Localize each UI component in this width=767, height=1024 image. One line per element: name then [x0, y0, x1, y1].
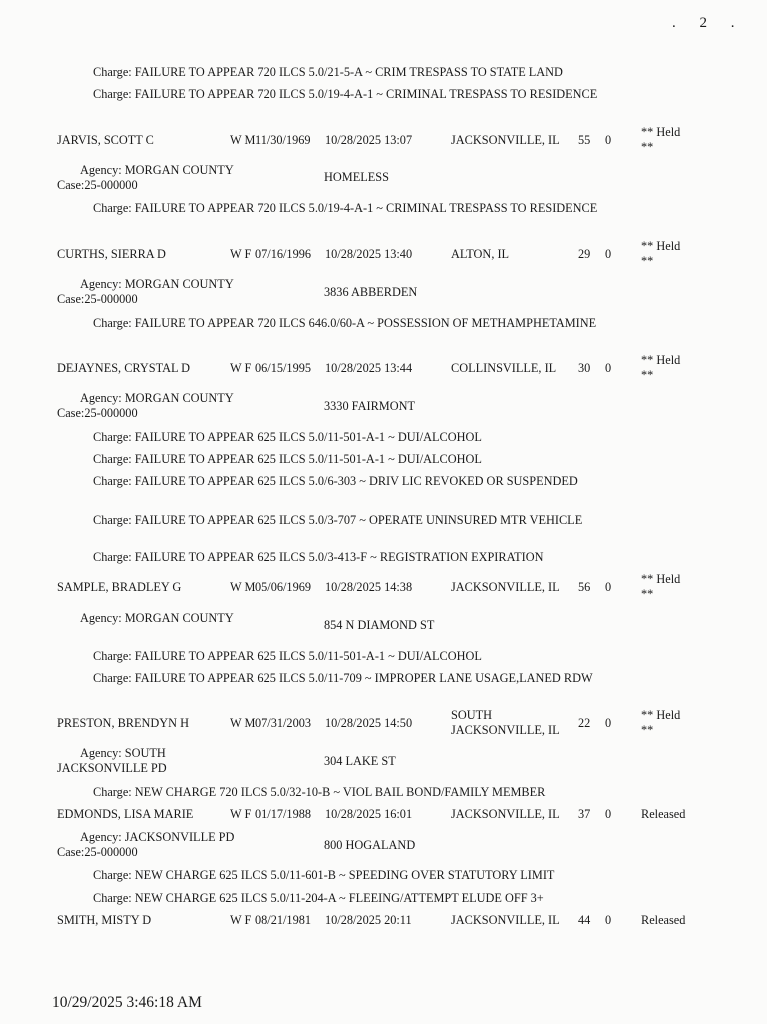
address: 3836 ABBERDEN [324, 285, 418, 299]
date-of-birth: 07/16/1996 [255, 247, 312, 261]
address: 854 N DIAMOND ST [324, 618, 435, 632]
age: 22 [578, 716, 591, 730]
inmate-name: CURTHS, SIERRA D [57, 247, 166, 261]
bond-value: 0 [605, 247, 612, 261]
agency-case: Agency: MORGAN COUNTY [80, 611, 234, 625]
city: SOUTH JACKSONVILLE, IL [451, 708, 560, 738]
date-of-birth: 01/17/1988 [255, 807, 312, 821]
bond-value: 0 [605, 716, 612, 730]
print-timestamp: 10/29/2025 3:46:18 AM [52, 994, 202, 1011]
charge-line: Charge: FAILURE TO APPEAR 720 ILCS 5.0/19-4-A-1 ~ CRIMINAL TRESPASS TO RESIDENCE [93, 87, 598, 101]
page-number: . 2 . [672, 15, 745, 31]
booking-datetime: 10/28/2025 13:07 [325, 133, 413, 147]
booking-datetime: 10/28/2025 20:11 [325, 913, 412, 927]
charge-line: Charge: FAILURE TO APPEAR 625 ILCS 5.0/6-303 ~ DRIV LIC REVOKED OR SUSPENDED [93, 474, 578, 488]
agency-case: Agency: SOUTH JACKSONVILLE PD [57, 746, 167, 776]
race-sex: W M [230, 716, 256, 730]
bond-value: 0 [605, 361, 612, 375]
age: 29 [578, 247, 591, 261]
inmate-name: EDMONDS, LISA MARIE [57, 807, 194, 821]
age: 44 [578, 913, 591, 927]
age: 55 [578, 133, 591, 147]
city: JACKSONVILLE, IL [451, 807, 560, 821]
charge-line: Charge: FAILURE TO APPEAR 625 ILCS 5.0/3-707 ~ OPERATE UNINSURED MTR VEHICLE [93, 513, 583, 527]
race-sex: W M [230, 580, 256, 594]
date-of-birth: 06/15/1995 [255, 361, 312, 375]
race-sex: W M [230, 133, 256, 147]
custody-status: Released [641, 807, 686, 821]
charge-line: Charge: NEW CHARGE 720 ILCS 5.0/32-10-B ~ VIOL BAIL BOND/FAMILY MEMBER [93, 785, 546, 799]
age: 56 [578, 580, 591, 594]
bond-value: 0 [605, 913, 612, 927]
race-sex: W F [230, 913, 252, 927]
city: JACKSONVILLE, IL [451, 580, 560, 594]
inmate-name: PRESTON, BRENDYN H [57, 716, 189, 730]
booking-datetime: 10/28/2025 14:50 [325, 716, 413, 730]
inmate-name: DEJAYNES, CRYSTAL D [57, 361, 191, 375]
date-of-birth: 05/06/1969 [255, 580, 312, 594]
charge-line: Charge: FAILURE TO APPEAR 625 ILCS 5.0/3-413-F ~ REGISTRATION EXPIRATION [93, 550, 544, 564]
custody-status: ** Held ** [641, 125, 681, 155]
address: 304 LAKE ST [324, 754, 396, 768]
city: JACKSONVILLE, IL [451, 133, 560, 147]
charge-line: Charge: FAILURE TO APPEAR 720 ILCS 646.0/60-A ~ POSSESSION OF METHAMPHETAMINE [93, 316, 597, 330]
bond-value: 0 [605, 580, 612, 594]
bond-value: 0 [605, 807, 612, 821]
agency-case: Agency: MORGAN COUNTY Case:25-000000 [57, 163, 234, 193]
race-sex: W F [230, 807, 252, 821]
address: 800 HOGALAND [324, 838, 416, 852]
charge-line: Charge: NEW CHARGE 625 ILCS 5.0/11-601-B ~ SPEEDING OVER STATUTORY LIMIT [93, 868, 555, 882]
address: HOMELESS [324, 170, 389, 184]
custody-status: ** Held ** [641, 708, 681, 738]
charge-line: Charge: FAILURE TO APPEAR 720 ILCS 5.0/19-4-A-1 ~ CRIMINAL TRESPASS TO RESIDENCE [93, 201, 598, 215]
inmate-name: SMITH, MISTY D [57, 913, 152, 927]
race-sex: W F [230, 247, 252, 261]
bond-value: 0 [605, 133, 612, 147]
custody-status: ** Held ** [641, 353, 681, 383]
race-sex: W F [230, 361, 252, 375]
inmate-name: JARVIS, SCOTT C [57, 133, 154, 147]
age: 37 [578, 807, 591, 821]
age: 30 [578, 361, 591, 375]
charge-line: Charge: FAILURE TO APPEAR 625 ILCS 5.0/11-501-A-1 ~ DUI/ALCOHOL [93, 430, 482, 444]
custody-status: ** Held ** [641, 572, 681, 602]
booking-datetime: 10/28/2025 13:44 [325, 361, 413, 375]
custody-status: ** Held ** [641, 239, 681, 269]
charge-line: Charge: FAILURE TO APPEAR 720 ILCS 5.0/21-5-A ~ CRIM TRESPASS TO STATE LAND [93, 65, 563, 79]
agency-case: Agency: MORGAN COUNTY Case:25-000000 [57, 391, 234, 421]
charge-line: Charge: FAILURE TO APPEAR 625 ILCS 5.0/11-709 ~ IMPROPER LANE USAGE,LANED RDW [93, 671, 593, 685]
city: JACKSONVILLE, IL [451, 913, 560, 927]
charge-line: Charge: NEW CHARGE 625 ILCS 5.0/11-204-A ~ FLEEING/ATTEMPT ELUDE OFF 3+ [93, 891, 544, 905]
address: 3330 FAIRMONT [324, 399, 415, 413]
charge-line: Charge: FAILURE TO APPEAR 625 ILCS 5.0/11-501-A-1 ~ DUI/ALCOHOL [93, 452, 482, 466]
booking-datetime: 10/28/2025 16:01 [325, 807, 413, 821]
date-of-birth: 08/21/1981 [255, 913, 312, 927]
charge-line: Charge: FAILURE TO APPEAR 625 ILCS 5.0/11-501-A-1 ~ DUI/ALCOHOL [93, 649, 482, 663]
agency-case: Agency: MORGAN COUNTY Case:25-000000 [57, 277, 234, 307]
date-of-birth: 07/31/2003 [255, 716, 312, 730]
agency-case: Agency: JACKSONVILLE PD Case:25-000000 [57, 830, 235, 860]
city: COLLINSVILLE, IL [451, 361, 557, 375]
date-of-birth: 11/30/1969 [255, 133, 311, 147]
city: ALTON, IL [451, 247, 510, 261]
booking-datetime: 10/28/2025 13:40 [325, 247, 413, 261]
inmate-name: SAMPLE, BRADLEY G [57, 580, 182, 594]
custody-status: Released [641, 913, 686, 927]
booking-datetime: 10/28/2025 14:38 [325, 580, 413, 594]
